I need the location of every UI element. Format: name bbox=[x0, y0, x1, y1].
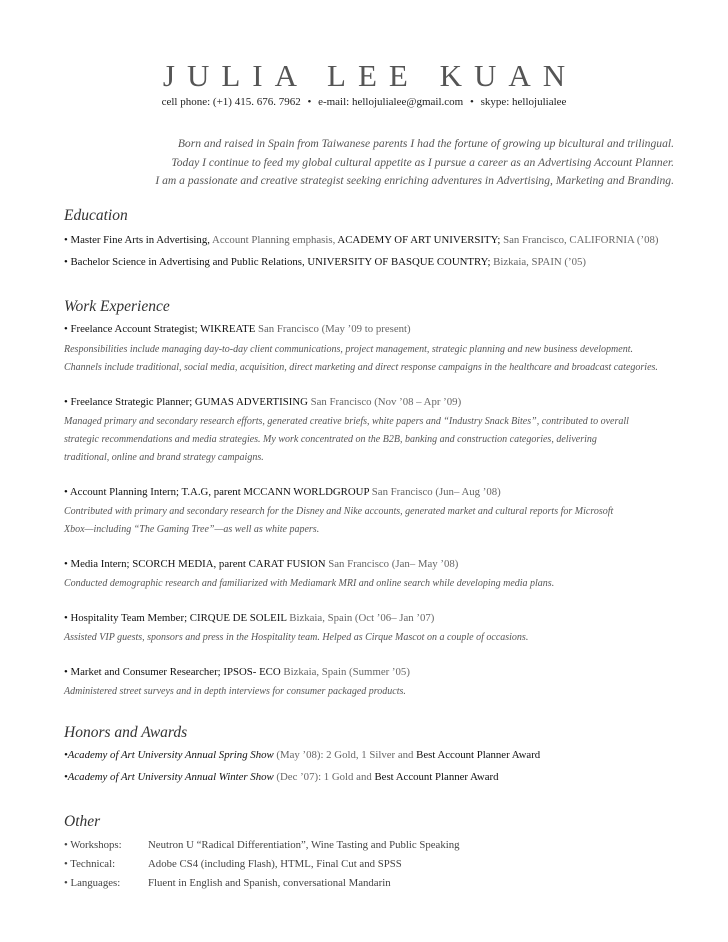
job-company: SCORCH MEDIA, parent CARAT FUSION bbox=[129, 558, 326, 570]
job-role: • Market and Consumer Researcher; bbox=[64, 666, 221, 678]
other-heading: Other bbox=[64, 813, 101, 830]
job-description-line: Xbox—including “The Gaming Tree”—as well as white papers. bbox=[64, 524, 320, 535]
intro-line: Born and raised in Spain from Taiwanese parents I had the fortune of growing up bicultural and trilingual. bbox=[177, 137, 674, 150]
other-label: • Technical: bbox=[64, 858, 116, 870]
award-detail: (May ’08): 2 Gold, 1 Silver and bbox=[273, 749, 417, 761]
job-company: GUMAS ADVERTISING bbox=[192, 396, 308, 408]
job-description-line: Administered street surveys and in depth interviews for consumer packaged products. bbox=[64, 686, 406, 697]
job-description-line: Responsibilities include managing day-to-day client communications, project management, strategic planning and new business development. bbox=[64, 344, 633, 355]
job-company: WIKREATE bbox=[197, 323, 256, 335]
job-role: • Freelance Account Strategist; bbox=[64, 323, 198, 335]
job-description bbox=[64, 341, 658, 377]
other-item bbox=[64, 858, 402, 870]
bullet-separator: • bbox=[307, 96, 312, 108]
job-description bbox=[64, 629, 528, 647]
job-title-line bbox=[64, 396, 461, 408]
school-name: UNIVERSITY OF BASQUE COUNTRY; bbox=[307, 256, 491, 268]
other-value: Adobe CS4 (including Flash), HTML, Final Cut and SPSS bbox=[148, 858, 402, 870]
bullet-separator: • bbox=[469, 96, 474, 108]
other-item bbox=[64, 839, 460, 851]
job-meta: San Francisco (Jun– Aug ’08) bbox=[369, 486, 501, 498]
intro-line: I am a passionate and creative strategist seeking enriching adventures in Advertising, Marketing and Branding. bbox=[155, 174, 674, 187]
phone-text: cell phone: (+1) 415. 676. 7962 bbox=[161, 96, 301, 108]
job-description-line: Contributed with primary and secondary research for the Disney and Nike accounts, generated market and cultural reports for Microsoft bbox=[64, 506, 614, 517]
school-location: San Francisco, CALIFORNIA (’08) bbox=[500, 234, 659, 246]
job-description bbox=[64, 503, 613, 539]
job-meta: Bizkaia, Spain (Oct ’06– Jan ’07) bbox=[286, 612, 435, 624]
honors-heading: Honors and Awards bbox=[64, 724, 188, 741]
job-title-line bbox=[64, 486, 501, 498]
intro-line: Today I continue to feed my global cultural appetite as I pursue a career as an Advertising Account Planner. bbox=[171, 155, 674, 169]
work-experience-heading: Work Experience bbox=[64, 298, 170, 315]
resume-name: JULIA LEE KUAN bbox=[162, 58, 578, 93]
school-location: Bizkaia, SPAIN (’05) bbox=[490, 256, 587, 268]
other-label: • Languages: bbox=[64, 877, 121, 889]
job-role: • Freelance Strategic Planner; bbox=[64, 396, 193, 408]
job-meta: San Francisco (Jan– May ’08) bbox=[325, 558, 459, 570]
job-title-line bbox=[64, 612, 434, 624]
job-description bbox=[64, 413, 629, 467]
other-label: • Workshops: bbox=[64, 839, 122, 851]
education-item bbox=[64, 234, 658, 246]
job-description-line: Assisted VIP guests, sponsors and press in the Hospitality team. Helped as Cirque Mascot on a couple of occasions. bbox=[64, 632, 529, 643]
education-item bbox=[64, 256, 586, 268]
job-description-line: strategic recommendations and media strategies. My work concentrated on the B2B, banking and construction categories, delivering bbox=[64, 434, 597, 445]
job-description-line: Managed primary and secondary research efforts, generated creative briefs, white papers and “Industry Snack Bites”, contributed to overall bbox=[64, 416, 629, 427]
other-value: Fluent in English and Spanish, conversational Mandarin bbox=[148, 877, 391, 889]
job-description bbox=[64, 683, 406, 701]
award-name: Best Account Planner Award bbox=[416, 749, 541, 761]
job-role: • Hospitality Team Member; bbox=[64, 612, 188, 624]
degree-text: • Master Fine Arts in Advertising, bbox=[64, 234, 210, 246]
skype-text: skype: hellojulialee bbox=[480, 96, 567, 108]
job-company: CIRQUE DE SOLEIL bbox=[187, 612, 287, 624]
degree-detail: Account Planning emphasis, bbox=[209, 234, 338, 246]
job-role: • Media Intern; bbox=[64, 558, 130, 570]
award-show: •Academy of Art University Annual Winter Show bbox=[64, 771, 274, 783]
job-description-line: Conducted demographic research and familiarized with Mediamark MRI and online search while developing media plans. bbox=[64, 578, 555, 589]
degree-text: • Bachelor Science in Advertising and Public Relations, bbox=[64, 256, 305, 268]
honor-item bbox=[64, 771, 499, 783]
education-heading: Education bbox=[64, 207, 128, 224]
job-description-line: Channels include traditional, social media, acquisition, direct marketing and direct response campaigns in the healthcare and broadcast categories. bbox=[64, 362, 658, 373]
job-role: • Account Planning Intern; bbox=[64, 486, 180, 498]
award-name: Best Account Planner Award bbox=[374, 771, 499, 783]
email-text: e-mail: hellojulialee@gmail.com bbox=[318, 96, 464, 108]
job-meta: San Francisco (Nov ’08 – Apr ’09) bbox=[307, 396, 462, 408]
job-description bbox=[64, 575, 554, 593]
other-item bbox=[64, 877, 391, 889]
intro-paragraph bbox=[155, 135, 674, 191]
job-company: IPSOS- ECO bbox=[220, 666, 281, 678]
job-meta: Bizkaia, Spain (Summer ’05) bbox=[280, 666, 410, 678]
contact-line bbox=[0, 96, 728, 108]
job-meta: San Francisco (May ’09 to present) bbox=[255, 323, 411, 335]
award-detail: (Dec ’07): 1 Gold and bbox=[273, 771, 375, 783]
honor-item bbox=[64, 749, 540, 761]
job-company: T.A.G, parent MCCANN WORLDGROUP bbox=[179, 486, 370, 498]
job-title-line bbox=[64, 323, 411, 335]
school-name: ACADEMY OF ART UNIVERSITY; bbox=[337, 234, 501, 246]
other-value: Neutron U “Radical Differentiation”, Wine Tasting and Public Speaking bbox=[148, 839, 460, 851]
job-title-line bbox=[64, 558, 458, 570]
job-title-line bbox=[64, 666, 410, 678]
award-show: •Academy of Art University Annual Spring Show bbox=[64, 749, 274, 761]
job-description-line: traditional, online and brand strategy campaigns. bbox=[64, 452, 264, 463]
